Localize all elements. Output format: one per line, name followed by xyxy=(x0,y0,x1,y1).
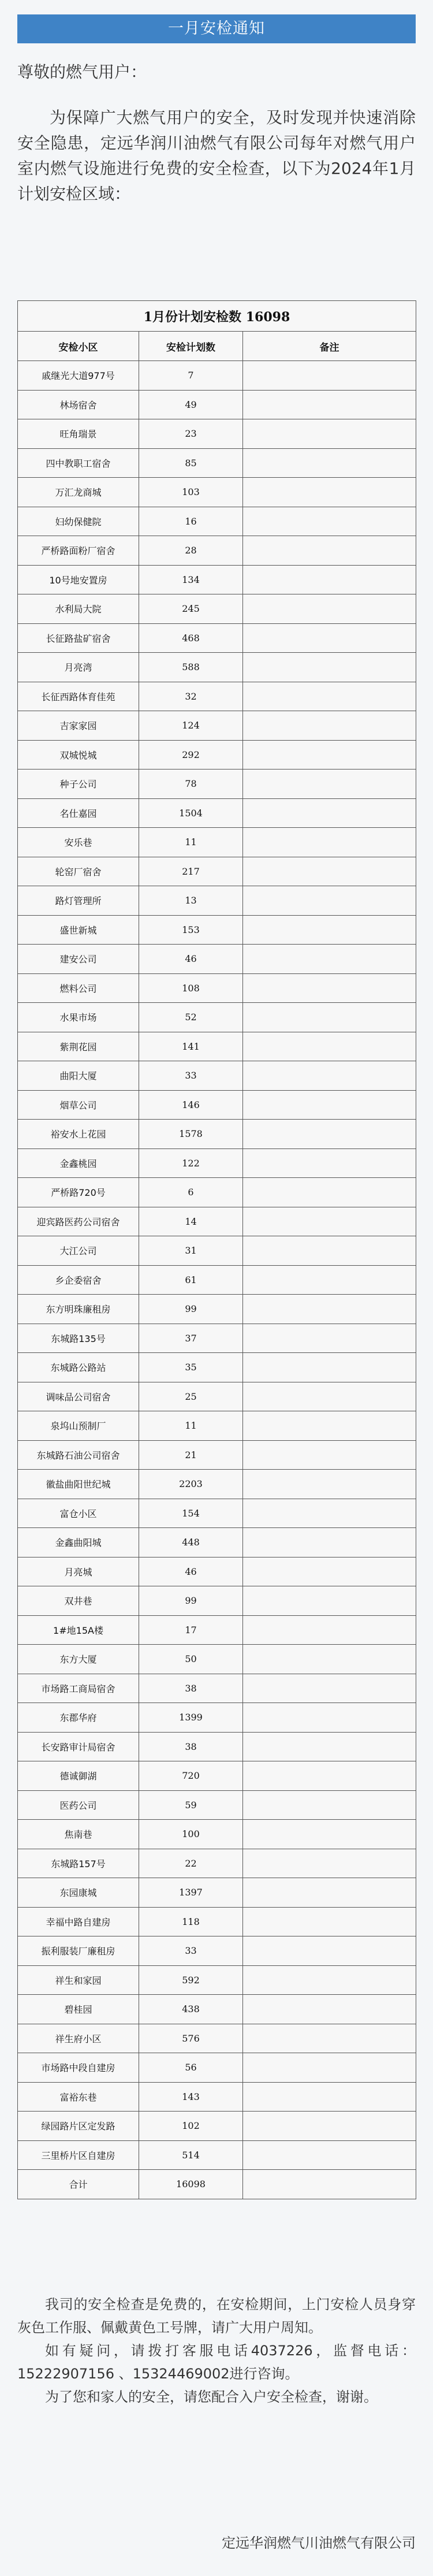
table-row xyxy=(18,1236,416,1266)
remarks-cell xyxy=(243,1440,416,1470)
closing-paragraphs xyxy=(17,2293,416,2408)
planned-count-cell: 7 xyxy=(139,361,243,391)
planned-count-cell: 38 xyxy=(139,1674,243,1703)
remarks-cell xyxy=(243,1236,416,1266)
table-row xyxy=(18,1703,416,1733)
remarks-cell xyxy=(243,1849,416,1878)
community-cell: 严桥路720号 xyxy=(18,1178,139,1207)
notice-title-bar xyxy=(17,14,416,43)
community-cell: 调味品公司宿舍 xyxy=(18,1382,139,1411)
table-row xyxy=(18,1411,416,1441)
planned-count-cell: 438 xyxy=(139,1995,243,2024)
planned-count-cell: 146 xyxy=(139,1090,243,1120)
table-row xyxy=(18,1995,416,2024)
remarks-cell xyxy=(243,770,416,799)
table-row xyxy=(18,623,416,653)
remarks-cell xyxy=(243,2024,416,2053)
planned-count-cell: 1504 xyxy=(139,798,243,828)
remarks-cell xyxy=(243,1557,416,1586)
planned-count-cell: 154 xyxy=(139,1499,243,1528)
cooperation-paragraph: 为了您和家人的安全，请您配合入户安全检查，谢谢。 xyxy=(45,2389,378,2405)
planned-count-cell: 102 xyxy=(139,2112,243,2141)
planned-count-cell: 31 xyxy=(139,1236,243,1266)
planned-count-cell: 16098 xyxy=(139,2170,243,2199)
community-cell: 迎宾路医药公司宿舍 xyxy=(18,1207,139,1236)
planned-count-cell: 16 xyxy=(139,507,243,536)
table-row xyxy=(18,1207,416,1236)
community-cell: 燃料公司 xyxy=(18,973,139,1003)
planned-count-cell: 1578 xyxy=(139,1120,243,1149)
table-row xyxy=(18,828,416,857)
remarks-cell xyxy=(243,1003,416,1032)
community-cell: 紫荆花园 xyxy=(18,1032,139,1061)
table-row xyxy=(18,1645,416,1674)
table-row xyxy=(18,740,416,770)
community-cell: 东城路135号 xyxy=(18,1324,139,1353)
planned-count-cell: 103 xyxy=(139,478,243,507)
table-row xyxy=(18,1761,416,1791)
community-cell: 10号地安置房 xyxy=(18,565,139,594)
planned-count-cell: 11 xyxy=(139,828,243,857)
remarks-cell xyxy=(243,1674,416,1703)
remarks-cell xyxy=(243,1411,416,1441)
planned-count-cell: 38 xyxy=(139,1732,243,1761)
remarks-cell xyxy=(243,1615,416,1645)
remarks-cell xyxy=(243,1703,416,1733)
table-row xyxy=(18,2024,416,2053)
planned-count-cell: 46 xyxy=(139,1557,243,1586)
planned-count-cell: 17 xyxy=(139,1615,243,1645)
table-row xyxy=(18,798,416,828)
remarks-cell xyxy=(243,1090,416,1120)
remarks-cell xyxy=(243,1878,416,1908)
planned-count-cell: 576 xyxy=(139,2024,243,2053)
table-row xyxy=(18,915,416,945)
community-cell: 安乐巷 xyxy=(18,828,139,857)
community-cell: 长征西路体育佳苑 xyxy=(18,682,139,711)
table-row xyxy=(18,1936,416,1966)
planned-count-cell: 143 xyxy=(139,2082,243,2112)
community-cell: 裕安水上花园 xyxy=(18,1120,139,1149)
table-row xyxy=(18,653,416,682)
remarks-cell xyxy=(243,1732,416,1761)
table-row xyxy=(18,1878,416,1908)
table-row xyxy=(18,565,416,594)
table-row xyxy=(18,2170,416,2199)
community-cell: 月亮城 xyxy=(18,1557,139,1586)
remarks-cell xyxy=(243,448,416,478)
remarks-cell xyxy=(243,1120,416,1149)
planned-count-cell: 1397 xyxy=(139,1878,243,1908)
planned-count-cell: 50 xyxy=(139,1645,243,1674)
table-row xyxy=(18,390,416,419)
planned-count-cell: 28 xyxy=(139,536,243,566)
community-cell: 金鑫曲阳城 xyxy=(18,1528,139,1558)
community-cell: 月亮湾 xyxy=(18,653,139,682)
community-cell: 水利局大院 xyxy=(18,594,139,624)
remarks-cell xyxy=(243,1324,416,1353)
planned-count-cell: 46 xyxy=(139,945,243,974)
notice-title: 一月安检通知 xyxy=(168,20,265,38)
community-cell: 合计 xyxy=(18,2170,139,2199)
planned-count-cell: 56 xyxy=(139,2053,243,2083)
table-row xyxy=(18,361,416,391)
community-cell: 旺角瑞景 xyxy=(18,419,139,449)
remarks-cell xyxy=(243,653,416,682)
table-row xyxy=(18,594,416,624)
planned-count-cell: 35 xyxy=(139,1353,243,1382)
community-cell: 大江公司 xyxy=(18,1236,139,1266)
planned-count-cell: 134 xyxy=(139,565,243,594)
table-row xyxy=(18,857,416,886)
table-row xyxy=(18,1061,416,1091)
planned-count-cell: 514 xyxy=(139,2140,243,2170)
planned-count-cell: 85 xyxy=(139,448,243,478)
planned-count-cell: 141 xyxy=(139,1032,243,1061)
planned-count-cell: 292 xyxy=(139,740,243,770)
planned-count-cell: 49 xyxy=(139,390,243,419)
planned-count-cell: 78 xyxy=(139,770,243,799)
planned-count-cell: 245 xyxy=(139,594,243,624)
remarks-cell xyxy=(243,536,416,566)
planned-count-cell: 100 xyxy=(139,1820,243,1849)
table-row xyxy=(18,1907,416,1936)
remarks-cell xyxy=(243,2140,416,2170)
table-caption: 1月份计划安检数 16098 xyxy=(18,301,416,332)
planned-count-cell: 448 xyxy=(139,1528,243,1558)
remarks-cell xyxy=(243,1820,416,1849)
community-cell: 吉家家园 xyxy=(18,711,139,741)
community-cell: 富裕东巷 xyxy=(18,2082,139,2112)
community-cell: 绿园路片区定发路 xyxy=(18,2112,139,2141)
remarks-cell xyxy=(243,361,416,391)
remarks-cell xyxy=(243,1499,416,1528)
table-row xyxy=(18,1032,416,1061)
remarks-cell xyxy=(243,1265,416,1295)
table-row xyxy=(18,419,416,449)
community-cell: 三里桥片区自建房 xyxy=(18,2140,139,2170)
remarks-cell xyxy=(243,1936,416,1966)
table-row xyxy=(18,1382,416,1411)
table-row xyxy=(18,448,416,478)
remarks-cell xyxy=(243,886,416,916)
remarks-cell xyxy=(243,594,416,624)
table-row xyxy=(18,1470,416,1499)
community-cell: 轮窑厂宿舍 xyxy=(18,857,139,886)
planned-count-cell: 108 xyxy=(139,973,243,1003)
remarks-cell xyxy=(243,1470,416,1499)
community-cell: 德诚御湖 xyxy=(18,1761,139,1791)
contact-paragraph: 如有疑问，请拨打客服电话4037226，监督电话：15222907156 、15324469002进行咨询。 xyxy=(17,2343,416,2382)
table-row xyxy=(18,1090,416,1120)
planned-count-cell: 33 xyxy=(139,1061,243,1091)
community-cell: 烟草公司 xyxy=(18,1090,139,1120)
planned-count-cell: 124 xyxy=(139,711,243,741)
remarks-cell xyxy=(243,711,416,741)
remarks-cell xyxy=(243,478,416,507)
planned-count-cell: 22 xyxy=(139,1849,243,1878)
inspection-table-container xyxy=(17,300,416,2199)
remarks-cell xyxy=(243,1061,416,1091)
remarks-cell xyxy=(243,2112,416,2141)
community-cell: 严桥路面粉厂宿舍 xyxy=(18,536,139,566)
community-cell: 医药公司 xyxy=(18,1790,139,1820)
table-row xyxy=(18,1586,416,1616)
table-row xyxy=(18,1178,416,1207)
remarks-cell xyxy=(243,915,416,945)
community-cell: 泉坞山预制厂 xyxy=(18,1411,139,1441)
table-row xyxy=(18,973,416,1003)
remarks-cell xyxy=(243,740,416,770)
planned-count-cell: 32 xyxy=(139,682,243,711)
community-cell: 幸福中路自建房 xyxy=(18,1907,139,1936)
community-cell: 东城路石油公司宿舍 xyxy=(18,1440,139,1470)
column-header-planned-count: 安检计划数 xyxy=(139,332,243,361)
community-cell: 双井巷 xyxy=(18,1586,139,1616)
community-cell: 振利服装厂廉租房 xyxy=(18,1936,139,1966)
table-row xyxy=(18,1353,416,1382)
remarks-cell xyxy=(243,1295,416,1324)
table-row xyxy=(18,770,416,799)
community-cell: 戚继光大道977号 xyxy=(18,361,139,391)
table-row xyxy=(18,2112,416,2141)
remarks-cell xyxy=(243,828,416,857)
table-row xyxy=(18,1820,416,1849)
remarks-cell xyxy=(243,1965,416,1995)
community-cell: 市场路中段自建房 xyxy=(18,2053,139,2083)
remarks-cell xyxy=(243,2082,416,2112)
intro-paragraph: 为保障广大燃气用户的安全，及时发现并快速消除安全隐患，定远华润川油燃气有限公司每年对燃气用户室内燃气设施进行免费的安全检查，以下为2024年1月计划安检区域： xyxy=(17,108,416,203)
table-row xyxy=(18,2082,416,2112)
planned-count-cell: 122 xyxy=(139,1148,243,1178)
remarks-cell xyxy=(243,682,416,711)
remarks-cell xyxy=(243,945,416,974)
planned-count-cell: 59 xyxy=(139,1790,243,1820)
table-row xyxy=(18,1295,416,1324)
community-cell: 建安公司 xyxy=(18,945,139,974)
remarks-cell xyxy=(243,1032,416,1061)
table-row xyxy=(18,1732,416,1761)
community-cell: 曲阳大厦 xyxy=(18,1061,139,1091)
remarks-cell xyxy=(243,798,416,828)
remarks-cell xyxy=(243,1761,416,1791)
community-cell: 金鑫桃园 xyxy=(18,1148,139,1178)
community-cell: 长安路审计局宿舍 xyxy=(18,1732,139,1761)
community-cell: 东郡华府 xyxy=(18,1703,139,1733)
company-signature: 定远华润燃气川油燃气有限公司 xyxy=(222,2535,416,2551)
table-row xyxy=(18,1499,416,1528)
community-cell: 种子公司 xyxy=(18,770,139,799)
planned-count-cell: 99 xyxy=(139,1586,243,1616)
community-cell: 碧桂园 xyxy=(18,1995,139,2024)
table-body xyxy=(18,361,416,2199)
table-row xyxy=(18,1528,416,1558)
table-row xyxy=(18,1265,416,1295)
community-cell: 路灯管理所 xyxy=(18,886,139,916)
remarks-cell xyxy=(243,1995,416,2024)
table-row xyxy=(18,1324,416,1353)
community-cell: 林场宿舍 xyxy=(18,390,139,419)
community-cell: 乡企委宿舍 xyxy=(18,1265,139,1295)
remarks-cell xyxy=(243,1382,416,1411)
remarks-cell xyxy=(243,1528,416,1558)
remarks-cell xyxy=(243,507,416,536)
table-row xyxy=(18,1120,416,1149)
table-row xyxy=(18,886,416,916)
community-cell: 盛世新城 xyxy=(18,915,139,945)
planned-count-cell: 37 xyxy=(139,1324,243,1353)
planned-count-cell: 33 xyxy=(139,1936,243,1966)
community-cell: 焦南巷 xyxy=(18,1820,139,1849)
table-row xyxy=(18,1615,416,1645)
community-cell: 水果市场 xyxy=(18,1003,139,1032)
community-cell: 祥生府小区 xyxy=(18,2024,139,2053)
planned-count-cell: 23 xyxy=(139,419,243,449)
community-cell: 东方明珠廉租房 xyxy=(18,1295,139,1324)
remarks-cell xyxy=(243,1790,416,1820)
remarks-cell xyxy=(243,1178,416,1207)
table-row xyxy=(18,478,416,507)
planned-count-cell: 11 xyxy=(139,1411,243,1441)
community-cell: 东城路157号 xyxy=(18,1849,139,1878)
free-inspection-paragraph: 我司的安全检查是免费的，在安检期间，上门安检人员身穿灰色工作服、佩戴黄色工号牌，请广大用户周知。 xyxy=(17,2296,416,2336)
community-cell: 东园康城 xyxy=(18,1878,139,1908)
remarks-cell xyxy=(243,2170,416,2199)
remarks-cell xyxy=(243,419,416,449)
table-row xyxy=(18,1790,416,1820)
planned-count-cell: 2203 xyxy=(139,1470,243,1499)
planned-count-cell: 13 xyxy=(139,886,243,916)
remarks-cell xyxy=(243,1207,416,1236)
community-cell: 祥生和家园 xyxy=(18,1965,139,1995)
remarks-cell xyxy=(243,1907,416,1936)
table-row xyxy=(18,711,416,741)
table-row xyxy=(18,1440,416,1470)
planned-count-cell: 588 xyxy=(139,653,243,682)
community-cell: 东方大厦 xyxy=(18,1645,139,1674)
planned-count-cell: 118 xyxy=(139,1907,243,1936)
remarks-cell xyxy=(243,565,416,594)
table-row xyxy=(18,1674,416,1703)
community-cell: 双城悦城 xyxy=(18,740,139,770)
table-row xyxy=(18,1003,416,1032)
community-cell: 名仕嘉园 xyxy=(18,798,139,828)
remarks-cell xyxy=(243,1353,416,1382)
remarks-cell xyxy=(243,1645,416,1674)
remarks-cell xyxy=(243,623,416,653)
planned-count-cell: 99 xyxy=(139,1295,243,1324)
remarks-cell xyxy=(243,1586,416,1616)
planned-count-cell: 6 xyxy=(139,1178,243,1207)
community-cell: 万汇龙商城 xyxy=(18,478,139,507)
table-row xyxy=(18,1557,416,1586)
remarks-cell xyxy=(243,2053,416,2083)
remarks-cell xyxy=(243,973,416,1003)
remarks-cell xyxy=(243,390,416,419)
planned-count-cell: 14 xyxy=(139,1207,243,1236)
community-cell: 四中教职工宿舍 xyxy=(18,448,139,478)
column-header-community: 安检小区 xyxy=(18,332,139,361)
planned-count-cell: 21 xyxy=(139,1440,243,1470)
greeting-text: 尊敬的燃气用户： xyxy=(17,62,147,81)
community-cell: 1#地15A楼 xyxy=(18,1615,139,1645)
inspection-table xyxy=(17,300,416,2199)
table-row xyxy=(18,536,416,566)
community-cell: 妇幼保健院 xyxy=(18,507,139,536)
community-cell: 徽盐曲阳世纪城 xyxy=(18,1470,139,1499)
table-row xyxy=(18,507,416,536)
table-row xyxy=(18,1849,416,1878)
remarks-cell xyxy=(243,1148,416,1178)
table-row xyxy=(18,1148,416,1178)
planned-count-cell: 25 xyxy=(139,1382,243,1411)
table-row xyxy=(18,2053,416,2083)
planned-count-cell: 1399 xyxy=(139,1703,243,1733)
community-cell: 富仓小区 xyxy=(18,1499,139,1528)
table-row xyxy=(18,2140,416,2170)
planned-count-cell: 153 xyxy=(139,915,243,945)
table-row xyxy=(18,1965,416,1995)
planned-count-cell: 217 xyxy=(139,857,243,886)
planned-count-cell: 52 xyxy=(139,1003,243,1032)
table-row xyxy=(18,945,416,974)
table-row xyxy=(18,682,416,711)
planned-count-cell: 720 xyxy=(139,1761,243,1791)
community-cell: 市场路工商局宿舍 xyxy=(18,1674,139,1703)
planned-count-cell: 468 xyxy=(139,623,243,653)
planned-count-cell: 61 xyxy=(139,1265,243,1295)
community-cell: 东城路公路站 xyxy=(18,1353,139,1382)
planned-count-cell: 592 xyxy=(139,1965,243,1995)
community-cell: 长征路盐矿宿舍 xyxy=(18,623,139,653)
column-header-remarks: 备注 xyxy=(243,332,416,361)
remarks-cell xyxy=(243,857,416,886)
